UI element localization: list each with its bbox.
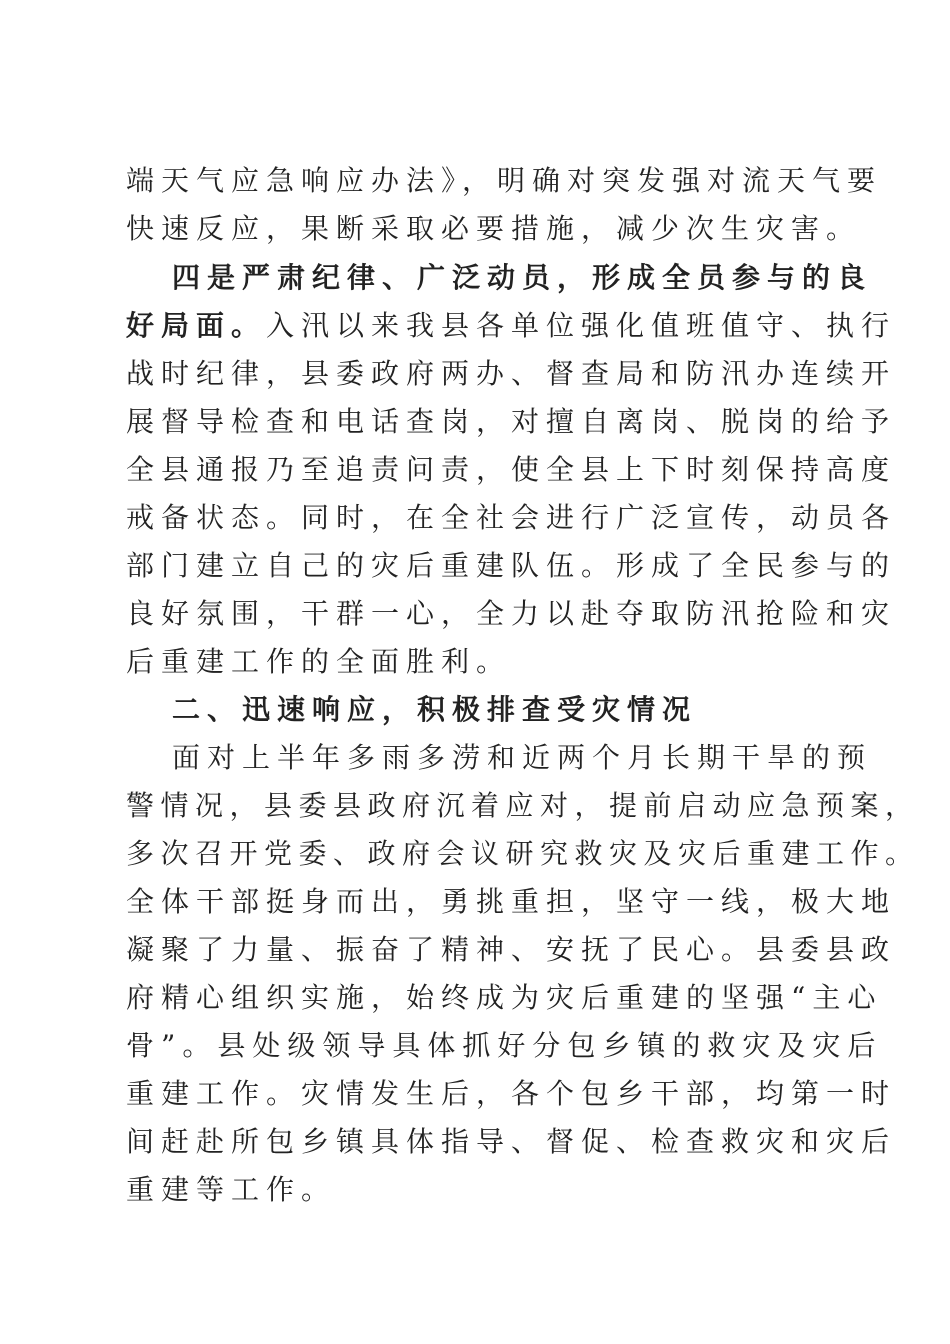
bold-lead-sentence: 四是严肃纪律、广泛动员，形成全员参与的良 <box>172 261 873 294</box>
body-text-line: 戒备状态。同时，在全社会进行广泛宣传，动员各 <box>126 501 897 534</box>
body-text-line: 部门建立自己的灾后重建队伍。形成了全民参与的 <box>126 549 897 582</box>
body-text-line: 间赶赴所包乡镇具体指导、督促、检查救灾和灾后 <box>126 1125 897 1158</box>
body-text-line: 端天气应急响应办法》，明确对突发强对流天气要 <box>126 164 883 197</box>
body-text-line: 凝聚了力量、振奋了精神、安抚了民心。县委县政 <box>126 933 897 966</box>
body-text-run: 入汛以来我县各单位强化值班值守、执行 <box>266 309 897 342</box>
body-text-line: 多次召开党委、政府会议研究救灾及灾后重建工作。 <box>126 837 920 870</box>
body-text-line: 快速反应，果断采取必要措施，减少次生灾害。 <box>126 212 862 245</box>
section-heading: 二、迅速响应，积极排查受灾情况 <box>172 693 698 726</box>
body-text-line: 重建工作。灾情发生后，各个包乡干部，均第一时 <box>126 1077 897 1110</box>
body-text-line: 骨”。县处级领导具体抓好分包乡镇的救灾及灾后 <box>126 1029 883 1062</box>
body-text-line: 府精心组织实施，始终成为灾后重建的坚强“主心 <box>126 981 883 1014</box>
body-text-line: 重建等工作。 <box>126 1173 337 1206</box>
body-text-line: 全体干部挺身而出，勇挑重担，坚守一线，极大地 <box>126 885 897 918</box>
body-text-line: 良好氛围，干群一心，全力以赴夺取防汛抢险和灾 <box>126 597 897 630</box>
body-text-line: 展督导检查和电话查岗，对擅自离岗、脱岗的给予 <box>126 405 897 438</box>
bold-lead-sentence-end: 好局面。 <box>126 309 267 342</box>
body-text-line <box>126 307 896 345</box>
body-text-line: 警情况，县委县政府沉着应对，提前启动应急预案， <box>126 789 920 822</box>
body-text-line: 战时纪律，县委政府两办、督查局和防汛办连续开 <box>126 357 897 390</box>
body-text-line: 全县通报乃至追责问责，使全县上下时刻保持高度 <box>126 453 897 486</box>
body-text-line: 面对上半年多雨多涝和近两个月长期干旱的预 <box>172 741 873 774</box>
body-text-line: 后重建工作的全面胜利。 <box>126 645 512 678</box>
